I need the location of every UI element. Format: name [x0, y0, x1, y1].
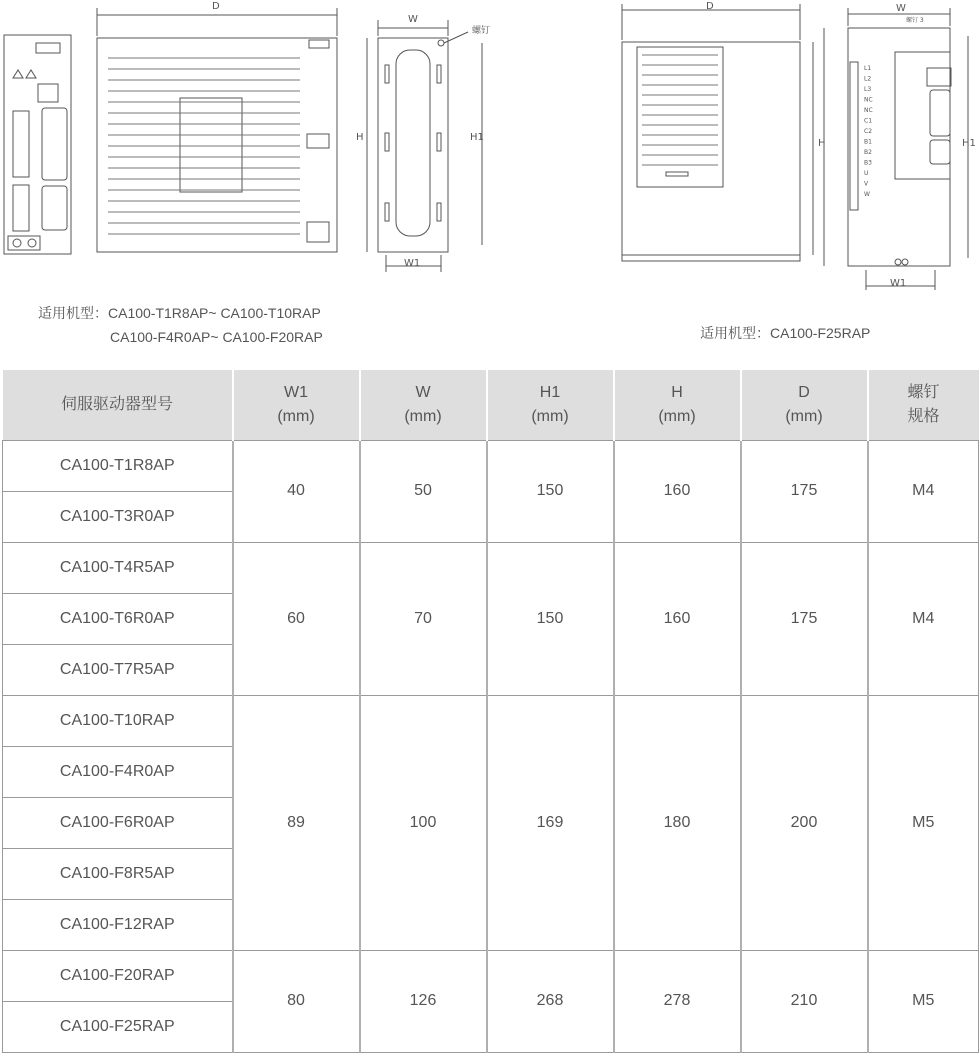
- terminal-label: U: [864, 170, 869, 177]
- terminal-label: B1: [864, 138, 872, 146]
- caption-models-right: CA100-F25RAP: [770, 325, 871, 341]
- table-row: [3, 695, 979, 746]
- value-cell-h: 278: [614, 950, 741, 1052]
- header-screw: 螺钉 规格: [868, 370, 979, 440]
- model-cell: CA100-T7R5AP: [3, 644, 233, 695]
- model-cell: CA100-F12RAP: [3, 899, 233, 950]
- value-cell-screw: M5: [868, 950, 979, 1052]
- side-view-small: [97, 38, 337, 252]
- value-cell-w1: 40: [233, 440, 360, 542]
- terminal-label: L2: [864, 75, 872, 83]
- value-cell-h1: 268: [487, 950, 614, 1052]
- dim-label-h-large: H: [818, 138, 826, 149]
- table-row: [3, 950, 979, 1001]
- dim-label-d: D: [212, 1, 220, 12]
- value-cell-screw: M4: [868, 440, 979, 542]
- model-cell: CA100-F8R5AP: [3, 848, 233, 899]
- value-cell-h: 160: [614, 542, 741, 695]
- table-row: [3, 542, 979, 593]
- dim-label-w1-large: W1: [890, 278, 907, 289]
- dim-label-h1: H1: [470, 132, 484, 143]
- value-cell-d: 175: [741, 440, 868, 542]
- value-cell-w: 50: [360, 440, 487, 542]
- front-panel-small: [4, 35, 71, 254]
- value-cell-d: 200: [741, 695, 868, 950]
- terminal-label: NC: [864, 96, 873, 104]
- header-w1: W1 (mm): [233, 370, 360, 440]
- terminal-label: B2: [864, 149, 872, 156]
- value-cell-screw: M4: [868, 542, 979, 695]
- dimension-table: [2, 370, 979, 1053]
- model-cell: CA100-F4R0AP: [3, 746, 233, 797]
- header-h1: H1 (mm): [487, 370, 614, 440]
- header-model: 伺服驱动器型号: [3, 370, 233, 440]
- value-cell-h: 160: [614, 440, 741, 542]
- dim-label-h1-large: H1: [962, 138, 976, 149]
- terminal-label: C2: [864, 128, 873, 135]
- value-cell-w1: 89: [233, 695, 360, 950]
- model-cell: CA100-T10RAP: [3, 695, 233, 746]
- model-cell: CA100-F6R0AP: [3, 797, 233, 848]
- dim-label-w: W: [408, 14, 418, 25]
- model-cell: CA100-F20RAP: [3, 950, 233, 1001]
- front-view-small: [378, 38, 448, 252]
- value-cell-d: 210: [741, 950, 868, 1052]
- value-cell-h1: 169: [487, 695, 614, 950]
- value-cell-w: 126: [360, 950, 487, 1052]
- caption-models-2: CA100-F4R0AP~ CA100-F20RAP: [110, 329, 323, 345]
- terminal-label: C1: [864, 117, 873, 125]
- header-d: D (mm): [741, 370, 868, 440]
- value-cell-screw: M5: [868, 695, 979, 950]
- model-cell: CA100-T1R8AP: [3, 440, 233, 491]
- terminal-label: V: [864, 180, 869, 188]
- screw-label: 螺钉: [472, 26, 491, 36]
- value-cell-w: 100: [360, 695, 487, 950]
- value-cell-h1: 150: [487, 542, 614, 695]
- table-header-row: [3, 370, 979, 440]
- screw-label-large: 螺钉 3: [906, 17, 924, 24]
- value-cell-d: 175: [741, 542, 868, 695]
- terminal-label: B3: [864, 159, 872, 167]
- value-cell-w1: 60: [233, 542, 360, 695]
- table-row: [3, 440, 979, 491]
- caption-prefix: 适用机型：: [38, 305, 108, 321]
- dim-label-d-large: D: [706, 1, 714, 12]
- terminal-label: L3: [864, 86, 872, 93]
- dim-label-w1: W1: [404, 258, 421, 269]
- value-cell-w1: 80: [233, 950, 360, 1052]
- model-cell: CA100-T6R0AP: [3, 593, 233, 644]
- value-cell-h1: 150: [487, 440, 614, 542]
- value-cell-w: 70: [360, 542, 487, 695]
- drawing-svg: [0, 0, 980, 300]
- terminal-label: W: [864, 191, 870, 198]
- applicable-models-right: [700, 323, 870, 343]
- header-w: W (mm): [360, 370, 487, 440]
- value-cell-h: 180: [614, 695, 741, 950]
- applicable-models-left: [38, 301, 323, 349]
- front-view-large: [848, 28, 951, 266]
- caption-models-1: CA100-T1R8AP~ CA100-T10RAP: [108, 305, 321, 321]
- terminal-label: L1: [864, 65, 872, 72]
- dim-label-h: H: [356, 132, 364, 143]
- header-h: H (mm): [614, 370, 741, 440]
- dim-label-w-large: W: [896, 3, 906, 14]
- model-cell: CA100-T4R5AP: [3, 542, 233, 593]
- model-cell: CA100-F25RAP: [3, 1001, 233, 1052]
- terminal-label: NC: [864, 107, 873, 114]
- caption-prefix-right: 适用机型：: [700, 325, 770, 341]
- model-cell: CA100-T3R0AP: [3, 491, 233, 542]
